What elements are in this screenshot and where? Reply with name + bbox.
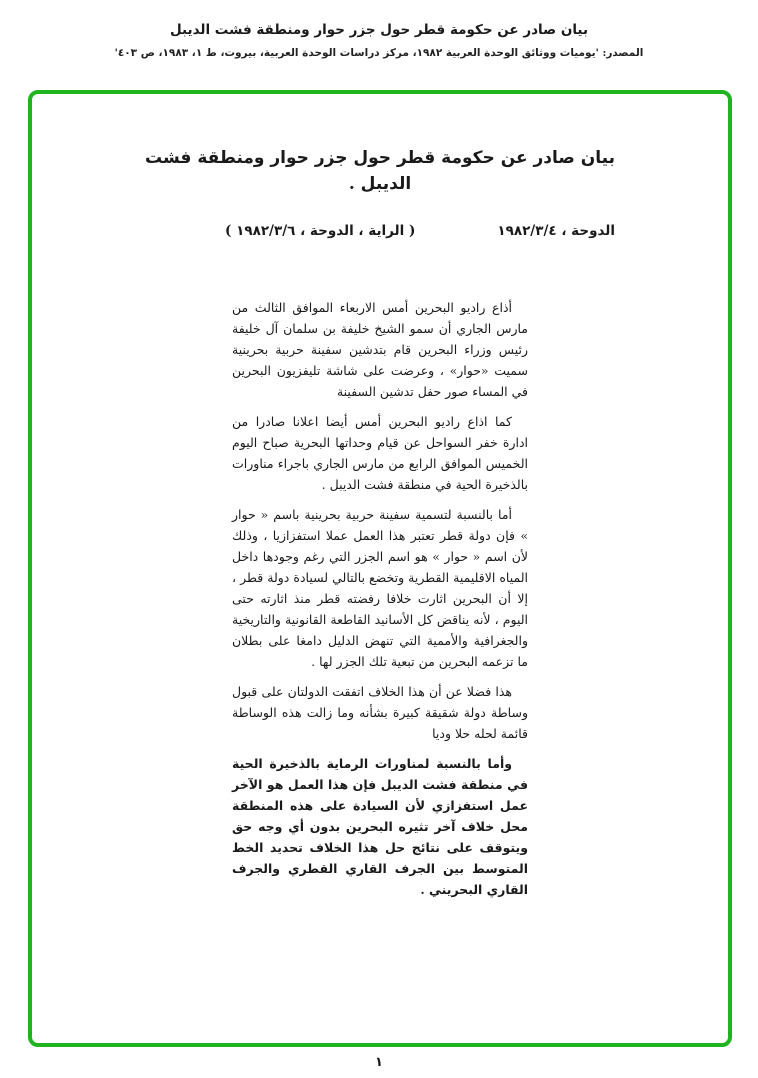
body-paragraph: أذاع راديو البحرين أمس الاربعاء الموافق الثالث من مارس الجاري أن سمو الشيخ خليفة بن سلمان آل خليفة رئيس وزراء البحرين قام بتدشين سفينة حربية بحرينية سميت «حوار» ، وعرضت على شاشة تليفزيون البحرين في المساء صور حفل تدشين السفينة bbox=[232, 300, 528, 399]
body-paragraph: هذا فضلا عن أن هذا الخلاف اتفقت الدولتان على قبول وساطة دولة شقيقة كبيرة بشأنه وما زالت هذه الوساطة قائمة لحله حلا وديا bbox=[232, 684, 528, 741]
body-paragraph: وأما بالنسبة لمناورات الرماية بالذخيرة الحية في منطقة فشت الديبل فإن هذا العمل هو الآخر عمل استفزازي لأن السيادة على هذه المنطقة محل خلاف آخر تثيره البحرين بدون أي وجه حق ويتوقف على نتائج حل هذا الخلاف تحديد الخط المتوسط بين الجرف القاري القطري والجرف القاري البحريني . bbox=[232, 756, 528, 897]
document-date: الدوحة ، ١٩٨٢/٣/٤ bbox=[497, 223, 615, 239]
date-row bbox=[32, 223, 728, 239]
document-title: بيان صادر عن حكومة قطر حول جزر حوار ومنطقة فشت الديبل . bbox=[145, 148, 615, 194]
document-frame bbox=[28, 90, 732, 1047]
document-source-ref: ( الراية ، الدوحة ، ١٩٨٢/٣/٦ ) bbox=[225, 223, 416, 239]
header-source-line: المصدر: 'يوميات ووثائق الوحدة العربية ١٩٨٢، مركز دراسات الوحدة العربية، بيروت، ط ١، ١٩٨٣، ص ٤٠٣' bbox=[114, 47, 644, 59]
page-header bbox=[0, 0, 758, 59]
body-paragraph: كما اذاع راديو البحرين أمس أيضا اعلانا صادرا من ادارة خفر السواحل عن قيام وحداتها البحرية صباح اليوم الخميس الموافق الرابع من مارس الجاري باجراء مناورات بالذخيرة الحية في منطقة فشت الديبل . bbox=[232, 414, 528, 492]
page-number: ١ bbox=[375, 1055, 383, 1070]
body-paragraph: أما بالنسبة لتسمية سفينة حربية بحرينية باسم « حوار » فإن دولة قطر تعتبر هذا العمل عملا استفزازيا ، وذلك لأن اسم « حوار » هو اسم الجزر التي رغم وجودها داخل المياه الاقليمية القطرية وتخضع بالتالي لسيادة دولة قطر ، إلا أن البحرين اثارت خلافا رفضته قطر منذ اثارته حتى اليوم ، لأنه يناقض كل الأسانيد القاطعة القانونية والتاريخية والجغرافية والأممية التي تنهض الدليل دامغا على بطلان ما تزعمه البحرين من تبعية تلك الجزر لها . bbox=[232, 507, 528, 669]
header-title: بيان صادر عن حكومة قطر حول جزر حوار ومنطقة فشت الديبل bbox=[169, 22, 589, 38]
document-body bbox=[232, 297, 528, 900]
